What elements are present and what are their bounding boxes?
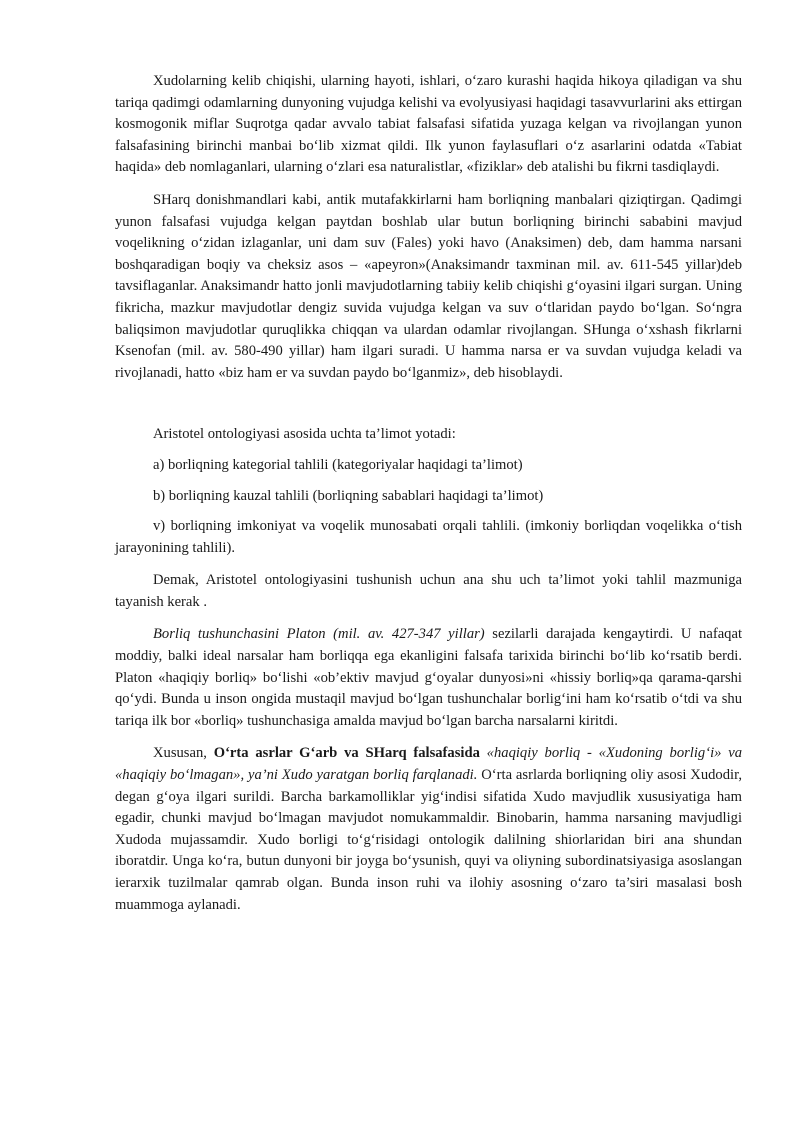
paragraph-conclusion: Demak, Aristotel ontologiyasini tushunish uchun ana shu uch ta’limot yoki tahlil mazmuniga tayanish kerak .	[115, 572, 742, 610]
list-item-b: b) borliqning kauzal tahlili (borliqning sabablari haqidagi ta’limot)	[153, 487, 544, 504]
list-item-v: v) borliqning imkoniyat va voqelik munosabati orqali tahlili. (imkoniy borliqdan voqelikka o‘tish jarayonining tahlili).	[115, 518, 742, 556]
paragraph-middle-ages	[115, 743, 742, 916]
middle-ages-bold: O‘rta asrlar G‘arb va SHarq falsafasida	[213, 745, 480, 762]
paragraph-cosmogonic-myths: Xudolarning kelib chiqishi, ularning hayoti, ishlari, o‘zaro kurashi haqida hikoya qiladigan va shu tariqa qadimgi odamlarning dunyoning vujudga kelishi va evolyusiyasi haqidagi tasavvurlarini aks ettirgan kosmogonik miflar Suqrotga qadar avvalo tabiat falsafasi sifatida yuzaga kelgan va rivojlangan yunon falsafasining birinchi manbai bo‘lib xizmat qildi. Ilk yunon faylasuflari o‘z asarlarini odatda «Tabiat haqida» deb nomlaganlari, ularning o‘zlari esa naturalistlar, «fiziklar» deb atalishi bu fikrni tasdiqlaydi.	[115, 73, 742, 176]
platon-italic-lead: Borliq tushunchasini Platon (mil. av. 427-347 yillar)	[153, 626, 485, 643]
platon-text: sezilarli darajada kengaytirdi. U nafaqat moddiy, balki ideal narsalar ham borliqqa ega ekanligini falsafa tarixida birinchi bo‘lib ko‘rsatib berdi. Platon «haqiqiy borliq» bo‘lishi «ob’ektiv mavjud g‘oyalar dunyosi»ni «hissiy borliq»qa qarama-qarshi qo‘ydi. Bunda u inson ongida mustaqil mavjud bo‘lgan tushunchalar borlig‘ini ham ko‘rsatib o‘tdi va shu tariqa ilk bor «borliq» tushunchasiga amalda mavjud bo‘lgan barcha narsalarni kiritdi.	[115, 626, 742, 729]
paragraph-aristotle-intro: Aristotel ontologiyasi asosida uchta ta’limot yotadi:	[153, 426, 456, 443]
paragraph-ancient-thinkers: SHarq donishmandlari kabi, antik mutafakkirlarni ham borliqning manbalari qiziqtirgan. Qadimgi yunon falsafasi vujudga kelgan paytdan boshlab ular butun borliqning birinchi sababini mavjud voqelikning o‘zidan izlaganlar, uni dam suv (Fales) yoki havo (Anaksimen) deb, dam hamma narsani boshqaradigan boqiy va cheksiz asos – «apeyron»(Anaksimandr taxminan mil. av. 611-545 yillar)deb tavsiflaganlar. Anaksimandr hatto jonli mavjudotlarning tabiiy kelib chiqishi g‘oyasini ilgari surgan. Uning fikricha, mazkur mavjudotlar dengiz suvida vujudga kelgan va suv o‘tlaridan paydo bo‘lgan. So‘ngra baliqsimon mavjudotlar quruqlikka chiqqan va ulardan odamlar rivojlangan. SHunga o‘xshash fikrlarni Ksenofan (mil. av. 580-490 yillar) ham ilgari suradi. U hamma narsa er va suvdan vujudga keladi va rivojlanadi, hatto «biz ham er va suvdan paydo bo‘lganmiz», deb hisoblaydi.	[115, 191, 742, 381]
list-item-a: a) borliqning kategorial tahlili (kategoriyalar haqidagi ta’limot)	[153, 456, 523, 473]
middle-ages-lead: Xususan,	[153, 745, 214, 762]
middle-ages-italic: «haqiqiy borliq - «Xudoning borlig‘i» va «haqiqiy bo‘lmagan», ya’ni Xudo yaratgan borliq farqlanadi.	[115, 745, 742, 784]
document-page	[115, 71, 742, 927]
middle-ages-text: O‘rta asrlarda borliqning oliy asosi Xudodir, degan g‘oya ilgari surildi. Barcha barkamolliklar yig‘indisi sifatida Xudo mavjudlik xususiyatiga ham egadir, chunki mavjud bo‘lmagan mavjudot nomukammaldir. Binobarin, hamma narsaning mavjudligi Xudoda mujassamdir. Xudo borligi to‘g‘risidagi ontologik dalilning shiorlaridan biri ana shundan iboratdir. Unga ko‘ra, butun dunyoni bir joyga bo‘ysunish, quyi va oliyning subordinatsiyasiga asoslangan ierarxik tuzilmalar qamrab olgan. Bunda inson ruhi va ilohiy asosning o‘zaro ta’siri masalasi bosh muammoga aylanadi.	[115, 767, 742, 913]
paragraph-platon	[115, 624, 742, 732]
